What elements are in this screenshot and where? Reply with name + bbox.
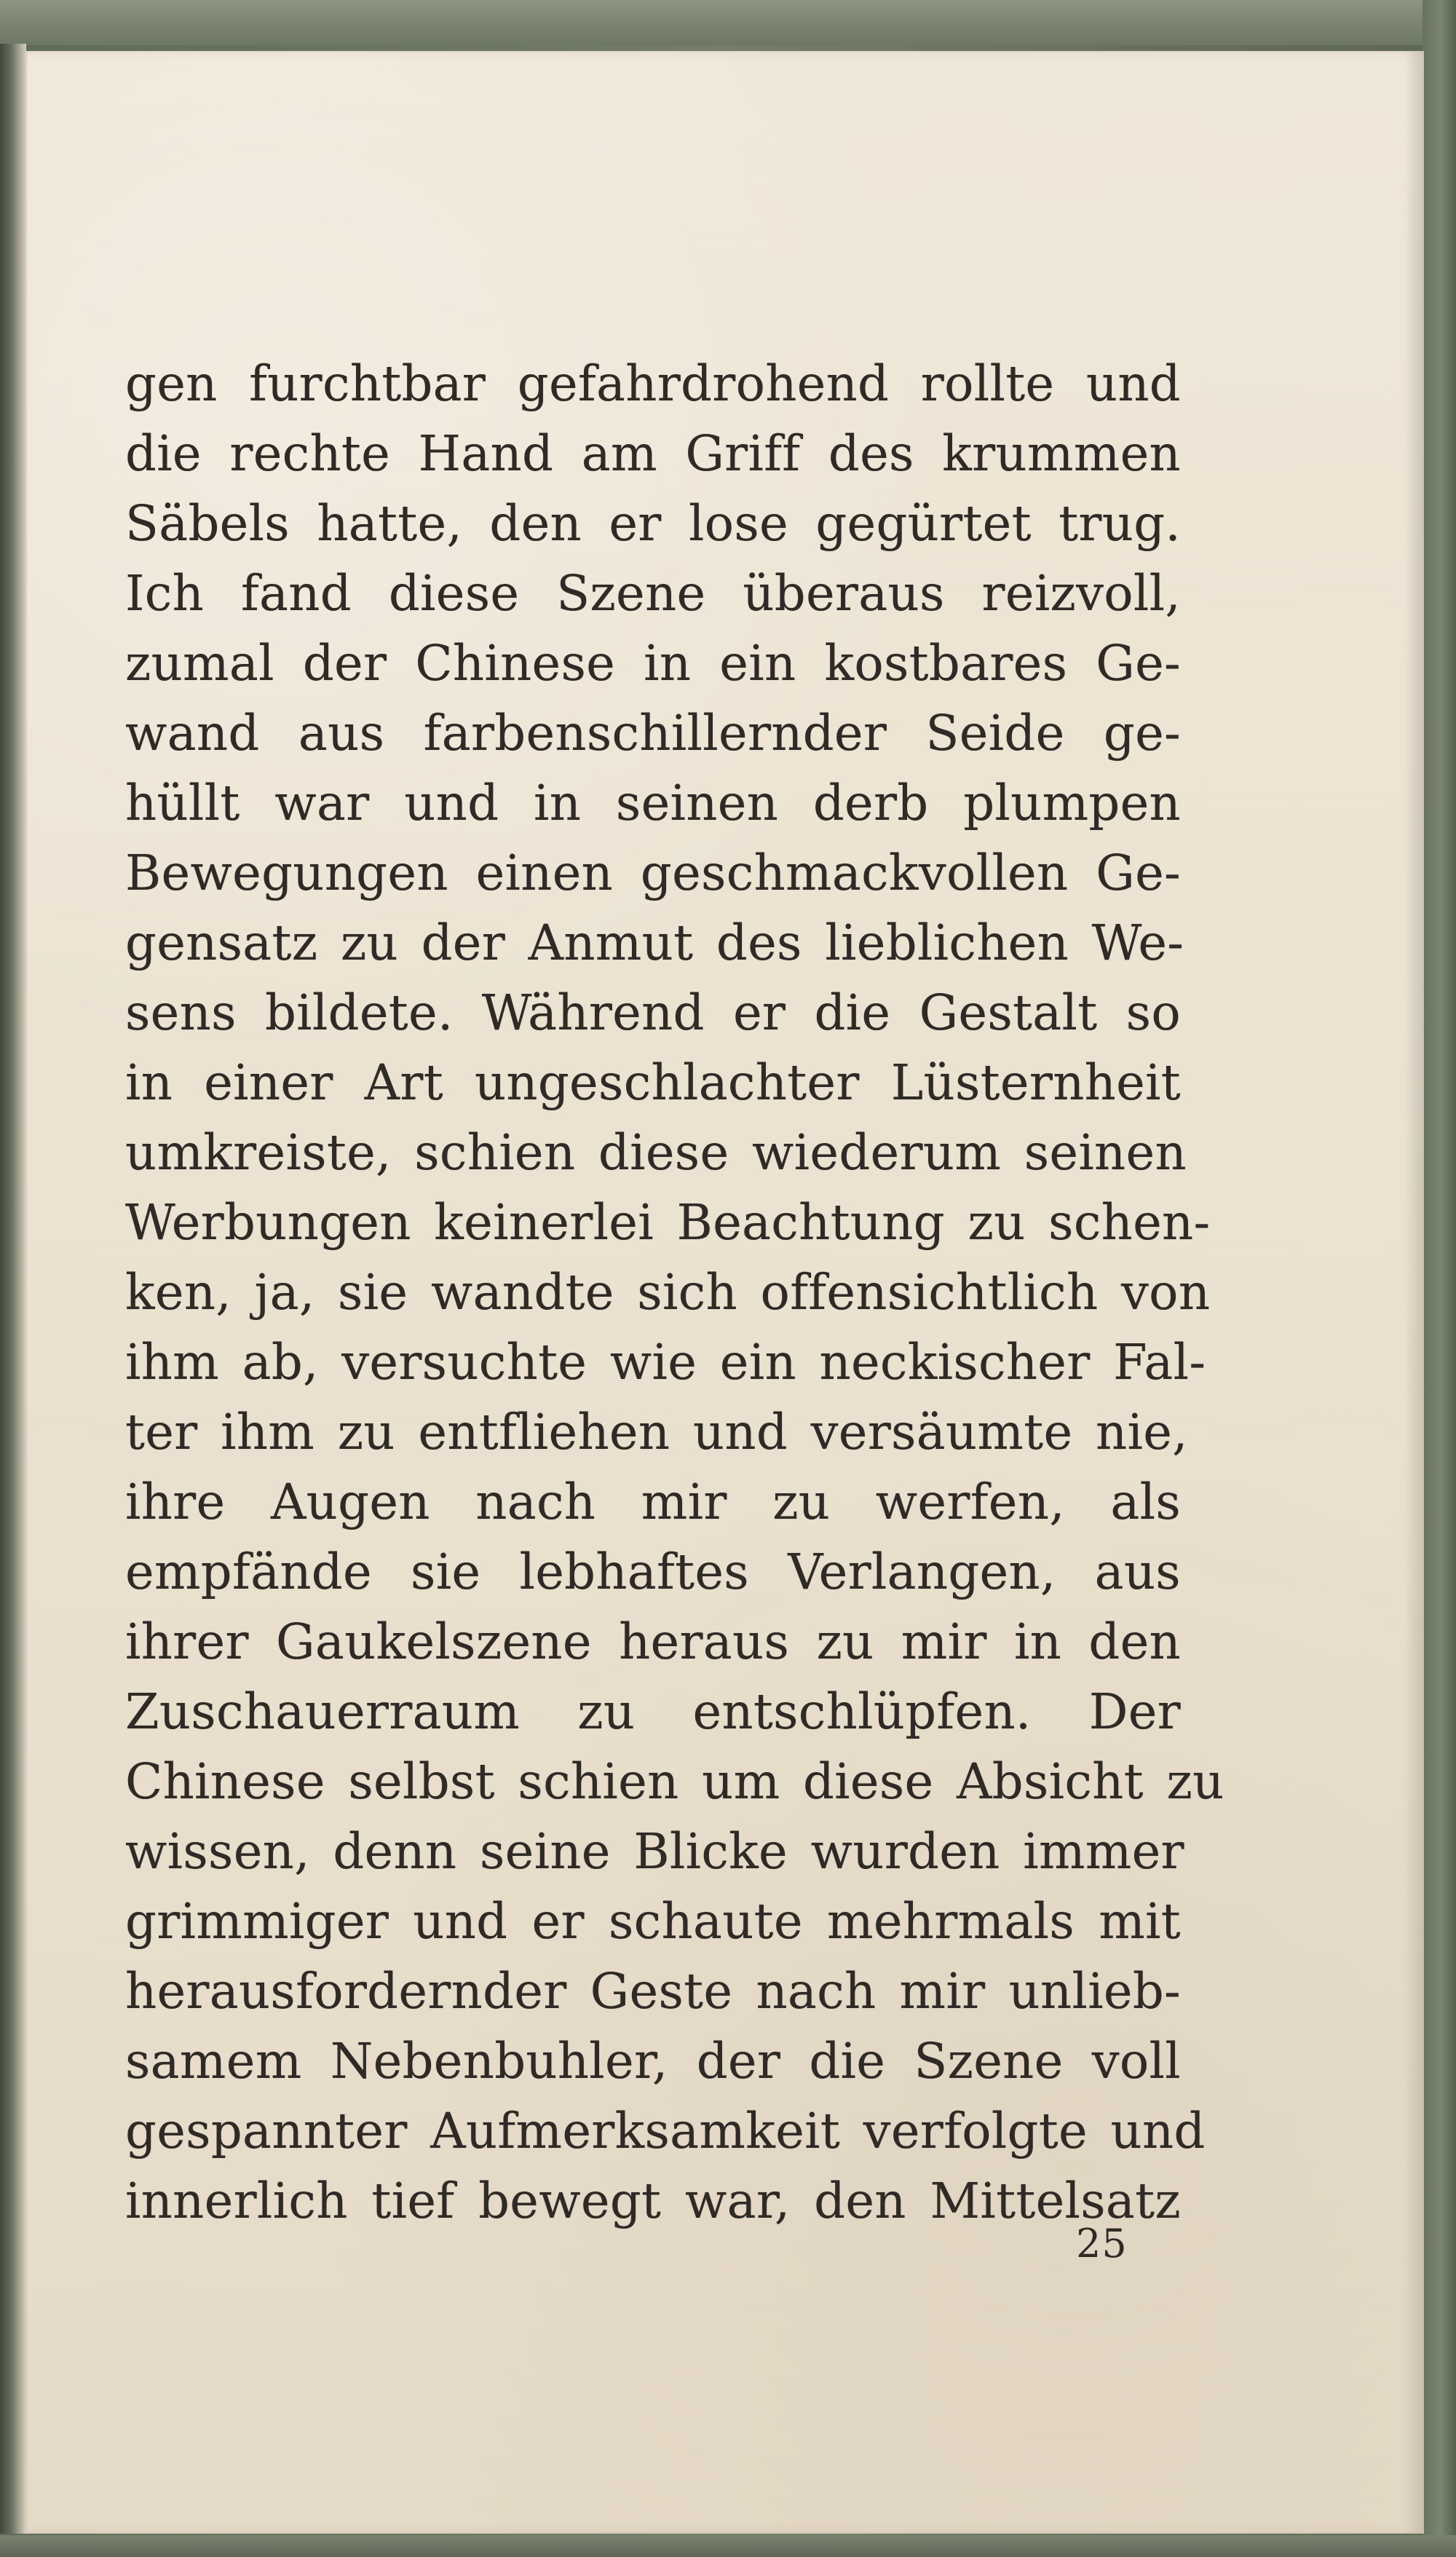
text-line: umkreiste, schien diese wiederum seinen <box>125 1124 1187 1181</box>
text-line: Bewegungen einen geschmackvollen Ge- <box>125 845 1181 901</box>
book-cover-top-edge <box>0 0 1456 45</box>
text-line: ken, ja, sie wandte sich offensichtlich von <box>125 1264 1211 1321</box>
text-line: innerlich tief bewegt war, den Mittelsatz <box>125 2173 1181 2229</box>
text-line: ter ihm zu entfliehen und versäumte nie, <box>125 1404 1188 1461</box>
text-line: wand aus farbenschillernder Seide ge- <box>125 705 1181 762</box>
page-edge-shadow <box>1405 51 1424 2534</box>
text-line: samem Nebenbuhler, der die Szene voll <box>125 2033 1181 2090</box>
text-line: gensatz zu der Anmut des lieblichen We- <box>125 914 1184 971</box>
text-line: Chinese selbst schien um diese Absicht zu <box>125 1753 1224 1810</box>
text-line: Ich fand diese Szene überaus reizvoll, <box>125 565 1181 622</box>
text-line: wissen, denn seine Blicke wurden immer <box>125 1823 1184 1880</box>
text-line: gen furchtbar gefahrdrohend rollte und <box>125 355 1181 412</box>
text-line: empfände sie lebhaftes Verlangen, aus <box>125 1544 1181 1600</box>
text-line: Säbels hatte, den er lose gegürtet trug. <box>125 495 1181 552</box>
text-line: ihm ab, versuchte wie ein neckischer Fal- <box>125 1334 1206 1391</box>
page-number: 25 <box>1076 2221 1128 2266</box>
body-text <box>125 349 1224 2236</box>
book-cover-bottom-edge <box>0 2535 1456 2557</box>
text-line: Zuschauerraum zu entschlüpfen. Der <box>125 1683 1181 1740</box>
text-line: sens bildete. Während er die Gestalt so <box>125 984 1181 1041</box>
text-line: gespannter Aufmerksamkeit verfolgte und <box>125 2103 1206 2159</box>
text-line: in einer Art ungeschlachter Lüsternheit <box>125 1054 1181 1111</box>
text-line: ihrer Gaukelszene heraus zu mir in den <box>125 1613 1181 1670</box>
text-line: Werbungen keinerlei Beachtung zu schen- <box>125 1194 1211 1251</box>
text-line: zumal der Chinese in ein kostbares Ge- <box>125 635 1181 692</box>
paper-page <box>26 51 1424 2534</box>
text-line: ihre Augen nach mir zu werfen, als <box>125 1474 1181 1530</box>
book-spine-shadow <box>0 44 26 2534</box>
text-line: die rechte Hand am Griff des krummen <box>125 425 1181 482</box>
text-line: herausfordernder Geste nach mir unlieb- <box>125 1963 1181 2020</box>
book-cover-right-edge <box>1423 0 1456 2557</box>
text-line: hüllt war und in seinen derb plumpen <box>125 775 1181 831</box>
text-line: grimmiger und er schaute mehrmals mit <box>125 1893 1181 1950</box>
